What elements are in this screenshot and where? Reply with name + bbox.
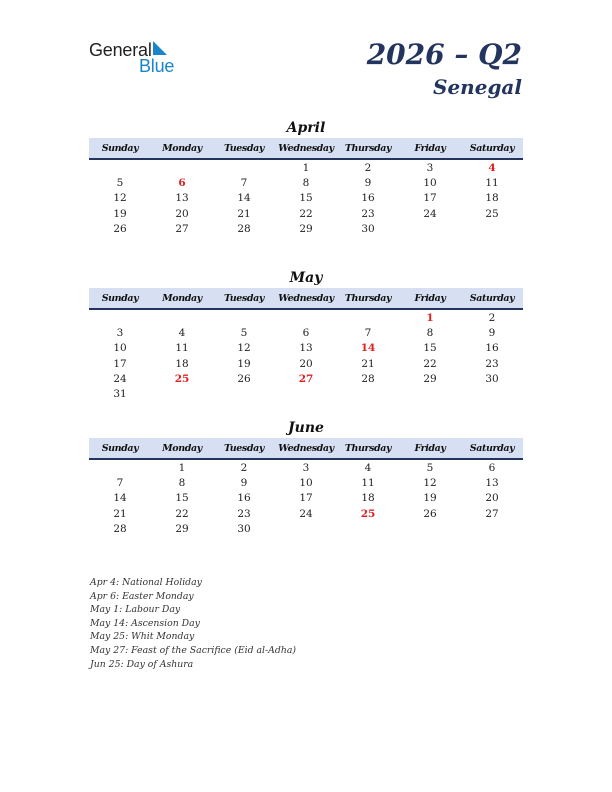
day-cell: 6 [178,177,186,190]
day-cell: 7 [116,477,124,490]
day-cell: 9 [364,177,372,190]
day-cell: 11 [361,477,375,490]
day-cell: 6 [302,327,310,340]
empty-day-cell [151,387,213,402]
holiday-note: Jun 25: Day of Ashura [90,658,194,670]
day-cell: 23 [485,357,499,370]
day-cell: 28 [113,522,127,535]
day-cell: 11 [175,342,189,355]
weekday-wednesday: Wednesday [278,143,334,154]
weekday-saturday: Saturday [469,293,515,304]
week-row [89,357,523,372]
day-cell: 18 [175,357,189,370]
month-may [89,268,523,402]
day-cell: 10 [299,477,313,490]
empty-day-cell [213,161,275,176]
empty-day-cell [151,311,213,326]
day-cell: 17 [299,492,313,505]
day-cell: 24 [423,207,437,220]
day-cell: 21 [113,507,127,520]
day-cell: 25 [485,207,499,220]
month-name: June [288,420,324,436]
day-cell: 21 [361,357,375,370]
day-cell: 1 [178,462,186,474]
day-cell: 8 [426,327,434,340]
day-cell: 17 [113,357,127,370]
weekday-sunday: Sunday [101,143,139,154]
day-cell: 19 [237,357,251,370]
empty-day-cell [213,311,275,326]
day-cell: 27 [175,222,189,235]
weekday-monday: Monday [162,443,202,454]
week-row [89,476,523,491]
empty-day-cell [399,387,461,402]
week-row [89,311,523,326]
week-row [89,372,523,387]
logo [89,40,189,76]
day-cell: 30 [485,372,499,385]
day-cell: 26 [423,507,437,520]
weekday-thursday: Thursday [344,143,392,154]
day-cell: 13 [485,477,499,490]
week-row [89,191,523,206]
day-cell: 26 [113,222,127,235]
empty-day-cell [399,522,461,537]
day-cell: 31 [113,387,127,400]
empty-day-cell [275,311,337,326]
page-title: 2026 – Q2 [366,38,522,71]
holiday-note: May 25: Whit Monday [90,631,195,643]
day-cell: 24 [299,507,313,520]
day-cell: 23 [237,507,251,520]
empty-day-cell [89,161,151,176]
weekday-sunday: Sunday [101,443,139,454]
day-cell: 9 [488,327,496,340]
empty-day-cell [275,522,337,537]
empty-day-cell [461,522,523,537]
day-cell: 3 [302,462,310,474]
day-cell: 25 [360,507,376,520]
holiday-note: May 14: Ascension Day [90,617,200,629]
day-cell: 1 [426,312,434,324]
day-cell: 23 [361,207,375,220]
day-cell: 4 [364,462,372,474]
week-row [89,522,523,537]
weekday-tuesday: Tuesday [223,293,264,304]
week-row [89,461,523,476]
week-row [89,507,523,522]
month-april [89,118,523,237]
day-cell: 24 [113,372,127,385]
day-cell: 28 [237,222,251,235]
day-cell: 16 [485,342,499,355]
day-cell: 18 [361,492,375,505]
day-cell: 26 [237,372,251,385]
empty-day-cell [461,222,523,237]
day-cell: 15 [175,492,189,505]
day-cell: 18 [485,192,499,205]
day-cell: 3 [116,327,124,340]
day-cell: 14 [113,492,127,505]
day-cell: 19 [423,492,437,505]
day-cell: 17 [423,192,437,205]
weekday-saturday: Saturday [469,143,515,154]
weekday-monday: Monday [162,293,202,304]
day-cell: 3 [426,162,434,174]
week-row [89,341,523,356]
month-grid [89,460,523,537]
holiday-note: May 1: Labour Day [90,604,181,616]
holiday-note: Apr 4: National Holiday [90,577,202,588]
week-row [89,207,523,222]
empty-day-cell [337,311,399,326]
day-cell: 1 [302,162,310,174]
weekday-friday: Friday [414,443,446,454]
empty-day-cell [151,161,213,176]
day-cell: 13 [299,342,313,355]
week-row [89,491,523,506]
logo-word-general: General [89,40,152,60]
month-name: May [289,270,323,286]
holiday-note: May 27: Feast of the Sacrifice (Eid al-Adha) [90,644,296,656]
day-cell: 4 [488,162,496,174]
week-row [89,222,523,237]
day-cell: 27 [485,507,499,520]
weekday-friday: Friday [414,293,446,304]
day-cell: 29 [299,222,313,235]
empty-day-cell [89,311,151,326]
day-cell: 7 [364,327,372,340]
day-cell: 6 [488,462,496,474]
day-cell: 8 [178,477,186,490]
day-cell: 7 [240,177,248,190]
day-cell: 21 [237,207,251,220]
day-cell: 12 [423,477,437,490]
weekday-wednesday: Wednesday [278,293,334,304]
day-cell: 22 [299,207,313,220]
day-cell: 20 [485,492,499,505]
month-grid [89,160,523,237]
day-cell: 22 [423,357,437,370]
day-cell: 16 [237,492,251,505]
country-name: Senegal [433,75,522,99]
empty-day-cell [337,387,399,402]
empty-day-cell [213,387,275,402]
week-row [89,176,523,191]
weekday-sunday: Sunday [101,293,139,304]
day-cell: 25 [174,372,190,385]
day-cell: 2 [364,162,372,174]
day-cell: 30 [237,522,251,535]
empty-day-cell [337,522,399,537]
day-cell: 14 [237,192,251,205]
logo-word-blue: Blue [139,56,175,76]
weekday-tuesday: Tuesday [223,143,264,154]
week-row [89,326,523,341]
day-cell: 20 [175,207,189,220]
day-cell: 10 [423,177,437,190]
week-row [89,387,523,402]
weekday-friday: Friday [414,143,446,154]
day-cell: 22 [175,507,189,520]
day-cell: 29 [175,522,189,535]
empty-day-cell [275,387,337,402]
month-name: April [286,120,326,136]
empty-day-cell [399,222,461,237]
month-june [89,418,523,537]
weekday-header [89,138,523,160]
day-cell: 19 [113,207,127,220]
day-cell: 29 [423,372,437,385]
day-cell: 9 [240,477,248,490]
holiday-notes [90,576,296,671]
day-cell: 27 [298,372,314,385]
weekday-header [89,288,523,310]
day-cell: 13 [175,192,189,205]
day-cell: 4 [178,327,186,340]
weekday-tuesday: Tuesday [223,443,264,454]
holiday-note: Apr 6: Easter Monday [90,590,194,602]
day-cell: 28 [361,372,375,385]
day-cell: 14 [360,342,376,355]
weekday-thursday: Thursday [344,443,392,454]
weekday-thursday: Thursday [344,293,392,304]
day-cell: 5 [240,327,248,340]
day-cell: 12 [237,342,251,355]
empty-day-cell [89,461,151,476]
day-cell: 10 [113,342,127,355]
day-cell: 2 [240,462,248,474]
day-cell: 15 [423,342,437,355]
day-cell: 11 [485,177,499,190]
day-cell: 5 [116,177,124,190]
week-row [89,161,523,176]
weekday-header [89,438,523,460]
day-cell: 16 [361,192,375,205]
day-cell: 15 [299,192,313,205]
day-cell: 12 [113,192,127,205]
day-cell: 2 [488,312,496,324]
weekday-monday: Monday [162,143,202,154]
day-cell: 20 [299,357,313,370]
weekday-wednesday: Wednesday [278,443,334,454]
month-grid [89,310,523,402]
empty-day-cell [461,387,523,402]
day-cell: 8 [302,177,310,190]
day-cell: 5 [426,462,434,474]
weekday-saturday: Saturday [469,443,515,454]
logo-triangle-icon [153,41,167,55]
day-cell: 30 [361,222,375,235]
